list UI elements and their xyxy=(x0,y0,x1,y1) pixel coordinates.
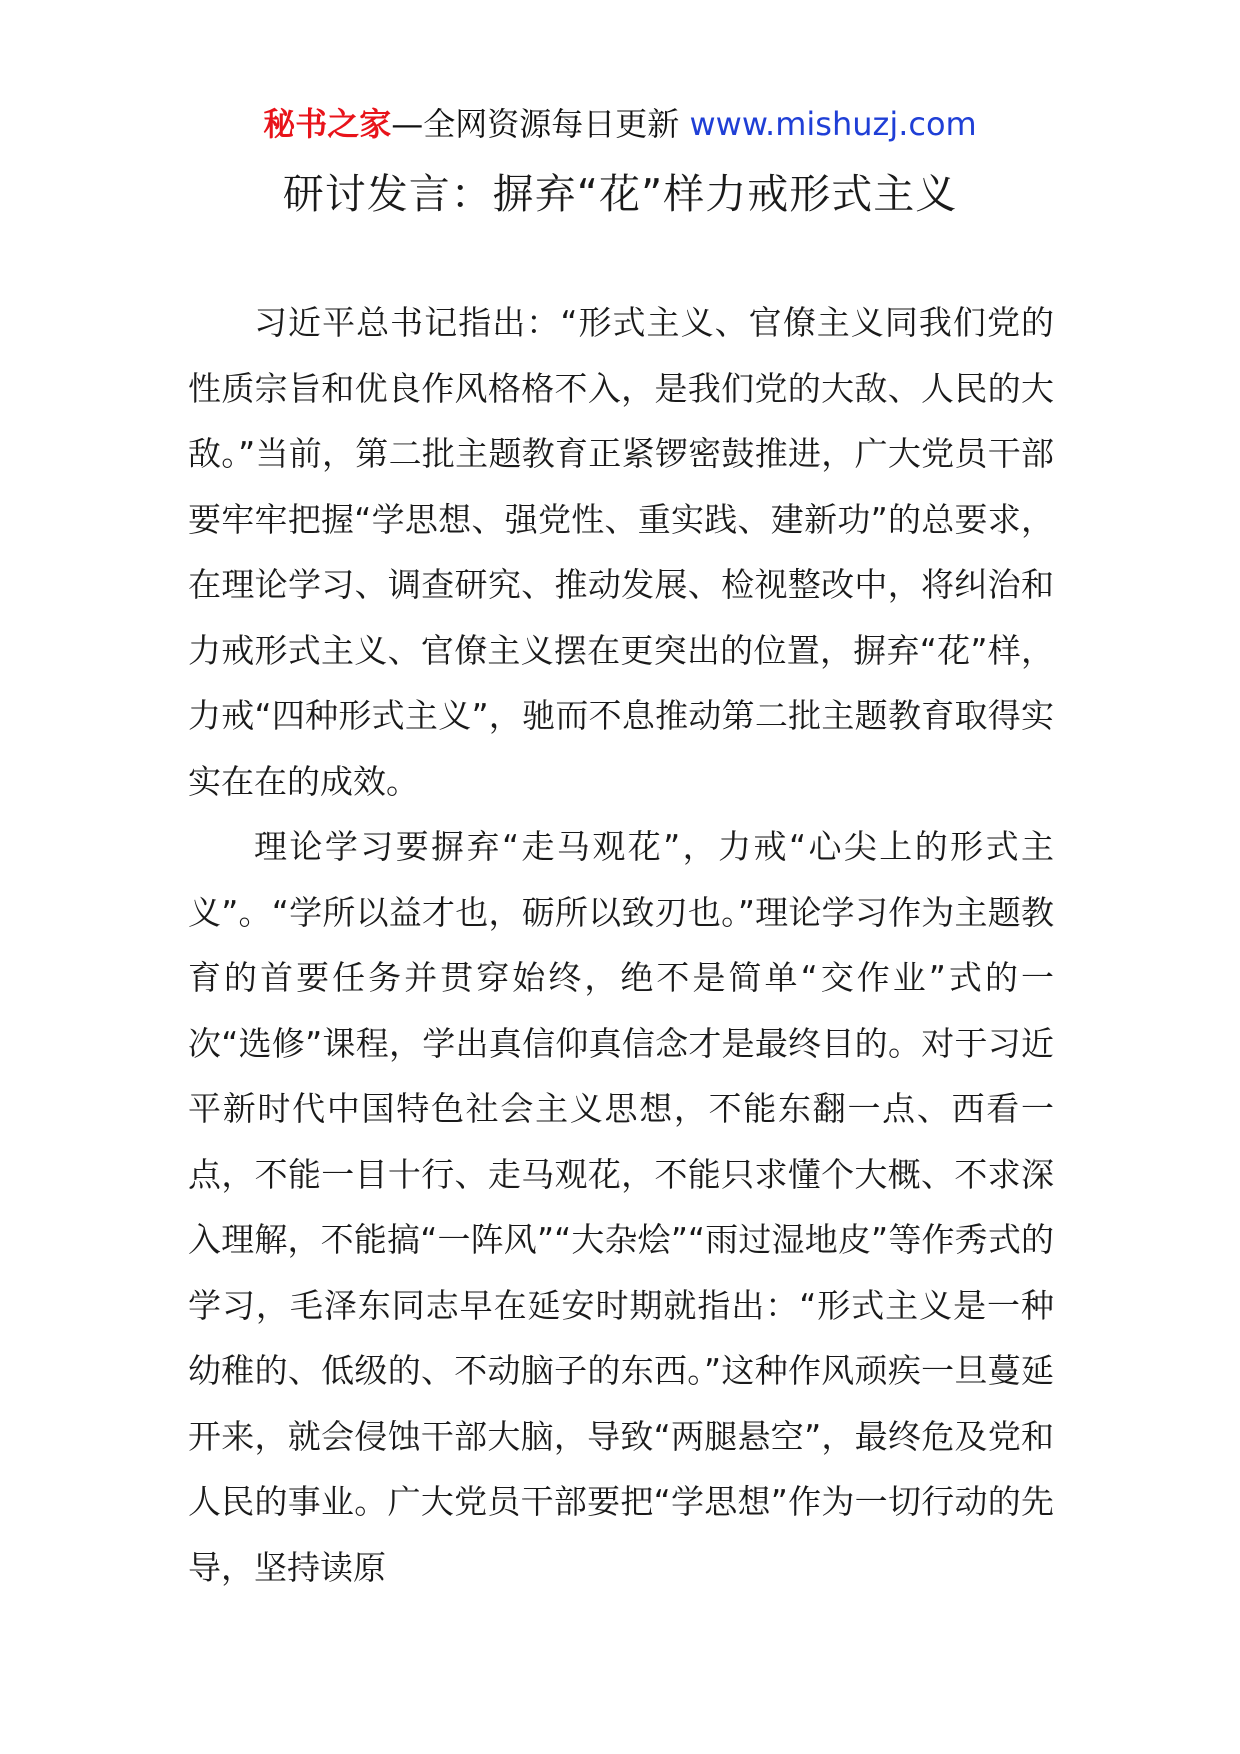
document-title: 研讨发言：摒弃“花”样力戒形式主义 xyxy=(282,170,958,218)
site-header xyxy=(0,100,1240,148)
document-body xyxy=(188,290,1054,1600)
site-url-link[interactable]: www.mishuzj.com xyxy=(689,105,977,143)
paragraph-2: 理论学习要摒弃“走马观花”，力戒“心尖上的形式主义”。“学所以益才也，砺所以致刃也。”理论学习作为主题教育的首要任务并贯穿始终，绝不是简单“交作业”式的一次“选修”课程，学出真信仰真信念才是最终目的。对于习近平新时代中国特色社会主义思想，不能东翻一点、西看一点，不能一目十行、走马观花，不能只求懂个大概、不求深入理解，不能搞“一阵风”“大杂烩”“雨过湿地皮”等作秀式的学习，毛泽东同志早在延安时期就指出：“形式主义是一种幼稚的、低级的、不动脑子的东西。”这种作风顽疾一旦蔓延开来，就会侵蚀干部大脑，导致“两腿悬空”，最终危及党和人民的事业。广大党员干部要把“学思想”作为一切行动的先导，坚持读原 xyxy=(188,827,1054,1587)
paragraph-1: 习近平总书记指出：“形式主义、官僚主义同我们党的性质宗旨和优良作风格格不入，是我们党的大敌、人民的大敌。”当前，第二批主题教育正紧锣密鼓推进，广大党员干部要牢牢把握“学思想、强党性、重实践、建新功”的总要求，在理论学习、调查研究、推动发展、检视整改中，将纠治和力戒形式主义、官僚主义摆在更突出的位置，摒弃“花”样，力戒“四种形式主义”，驰而不息推动第二批主题教育取得实实在在的成效。 xyxy=(188,303,1054,801)
site-name: 秘书之家 xyxy=(263,105,392,143)
site-slogan: —全网资源每日更新 xyxy=(391,105,680,143)
